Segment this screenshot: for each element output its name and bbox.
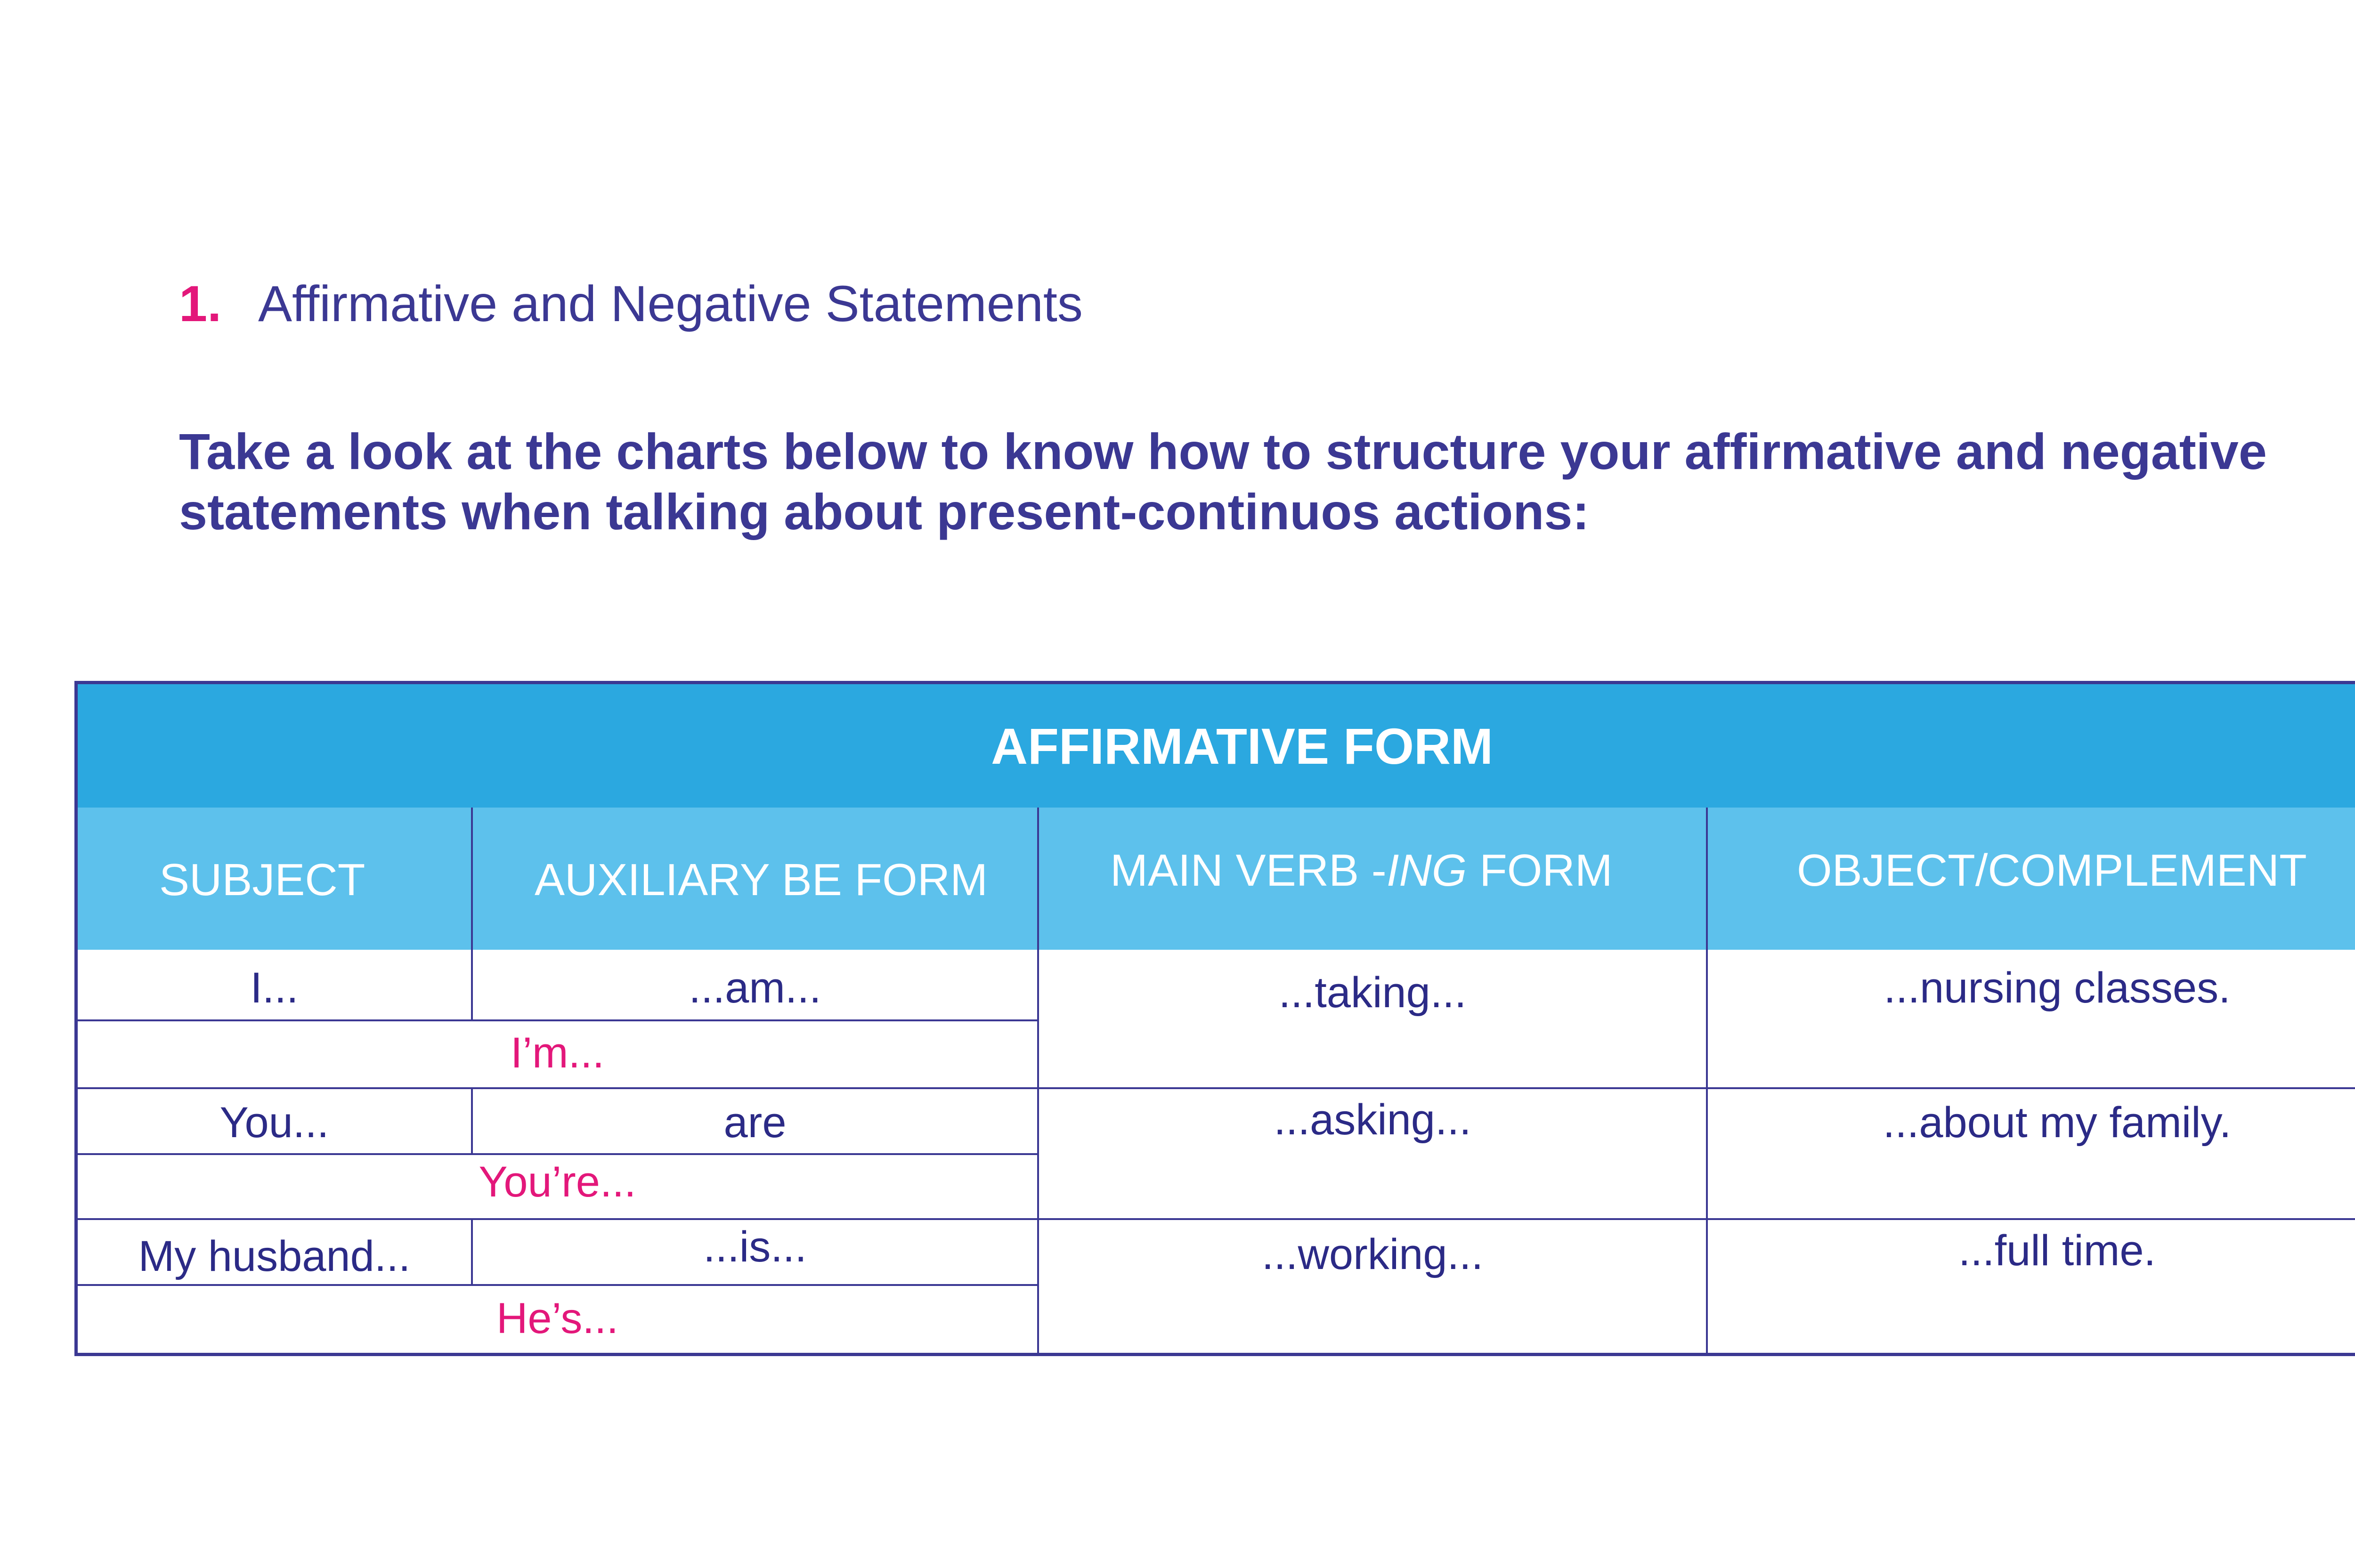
row2-bottom-line	[78, 1218, 2355, 1220]
row1-subject: I...	[250, 964, 299, 1012]
intro-paragraph	[179, 421, 2355, 542]
row2-auxiliary: are	[723, 1099, 787, 1147]
header-main-verb	[1110, 845, 1613, 897]
row1-auxiliary: ...am...	[689, 964, 821, 1012]
header-main-verb-suffix: FORM	[1467, 845, 1613, 896]
row3-contraction: He’s...	[496, 1294, 619, 1342]
header-object: OBJECT/COMPLEMENT	[1797, 845, 2307, 896]
row1-contraction: I’m...	[510, 1029, 605, 1077]
header-subject: SUBJECT	[159, 855, 365, 905]
row2-contraction: You’re...	[479, 1158, 636, 1206]
row1-bottom-line	[78, 1087, 2355, 1089]
intro-line-1: Take a look at the charts below to know how to structure your affirmative and negative	[179, 423, 2267, 480]
row3-verb: ...working...	[1261, 1230, 1484, 1278]
intro-line-2: statements when talking about present-continuos actions:	[179, 483, 1590, 540]
section-title: Affirmative and Negative Statements	[258, 275, 1083, 332]
row1-object: ...nursing classes.	[1884, 964, 2231, 1012]
table-title	[78, 684, 2355, 808]
header-auxiliary: AUXILIARY BE FORM	[535, 855, 988, 905]
row2-subject: You...	[219, 1099, 329, 1147]
row3-subject: My husband...	[138, 1232, 411, 1280]
section-number: 1.	[179, 275, 222, 332]
header-divider-1	[471, 808, 473, 950]
row1-verb: ...taking...	[1278, 969, 1467, 1017]
row2-split-line	[78, 1153, 1037, 1155]
header-main-verb-italic: ING	[1386, 845, 1467, 896]
row2-object: ...about my family.	[1883, 1099, 2232, 1147]
row3-object: ...full time.	[1958, 1227, 2156, 1275]
row2-verb: ...asking...	[1274, 1096, 1471, 1144]
table-title-text: AFFIRMATIVE FORM	[991, 717, 1493, 775]
table-header-row	[78, 808, 2355, 950]
section-heading	[179, 273, 1083, 334]
affirmative-form-table	[74, 681, 2355, 1356]
header-main-verb-prefix: MAIN VERB -	[1110, 845, 1387, 896]
row3-auxiliary: ...is...	[703, 1223, 807, 1271]
row1-split-line	[78, 1019, 1037, 1021]
row3-split-line	[78, 1284, 1037, 1286]
